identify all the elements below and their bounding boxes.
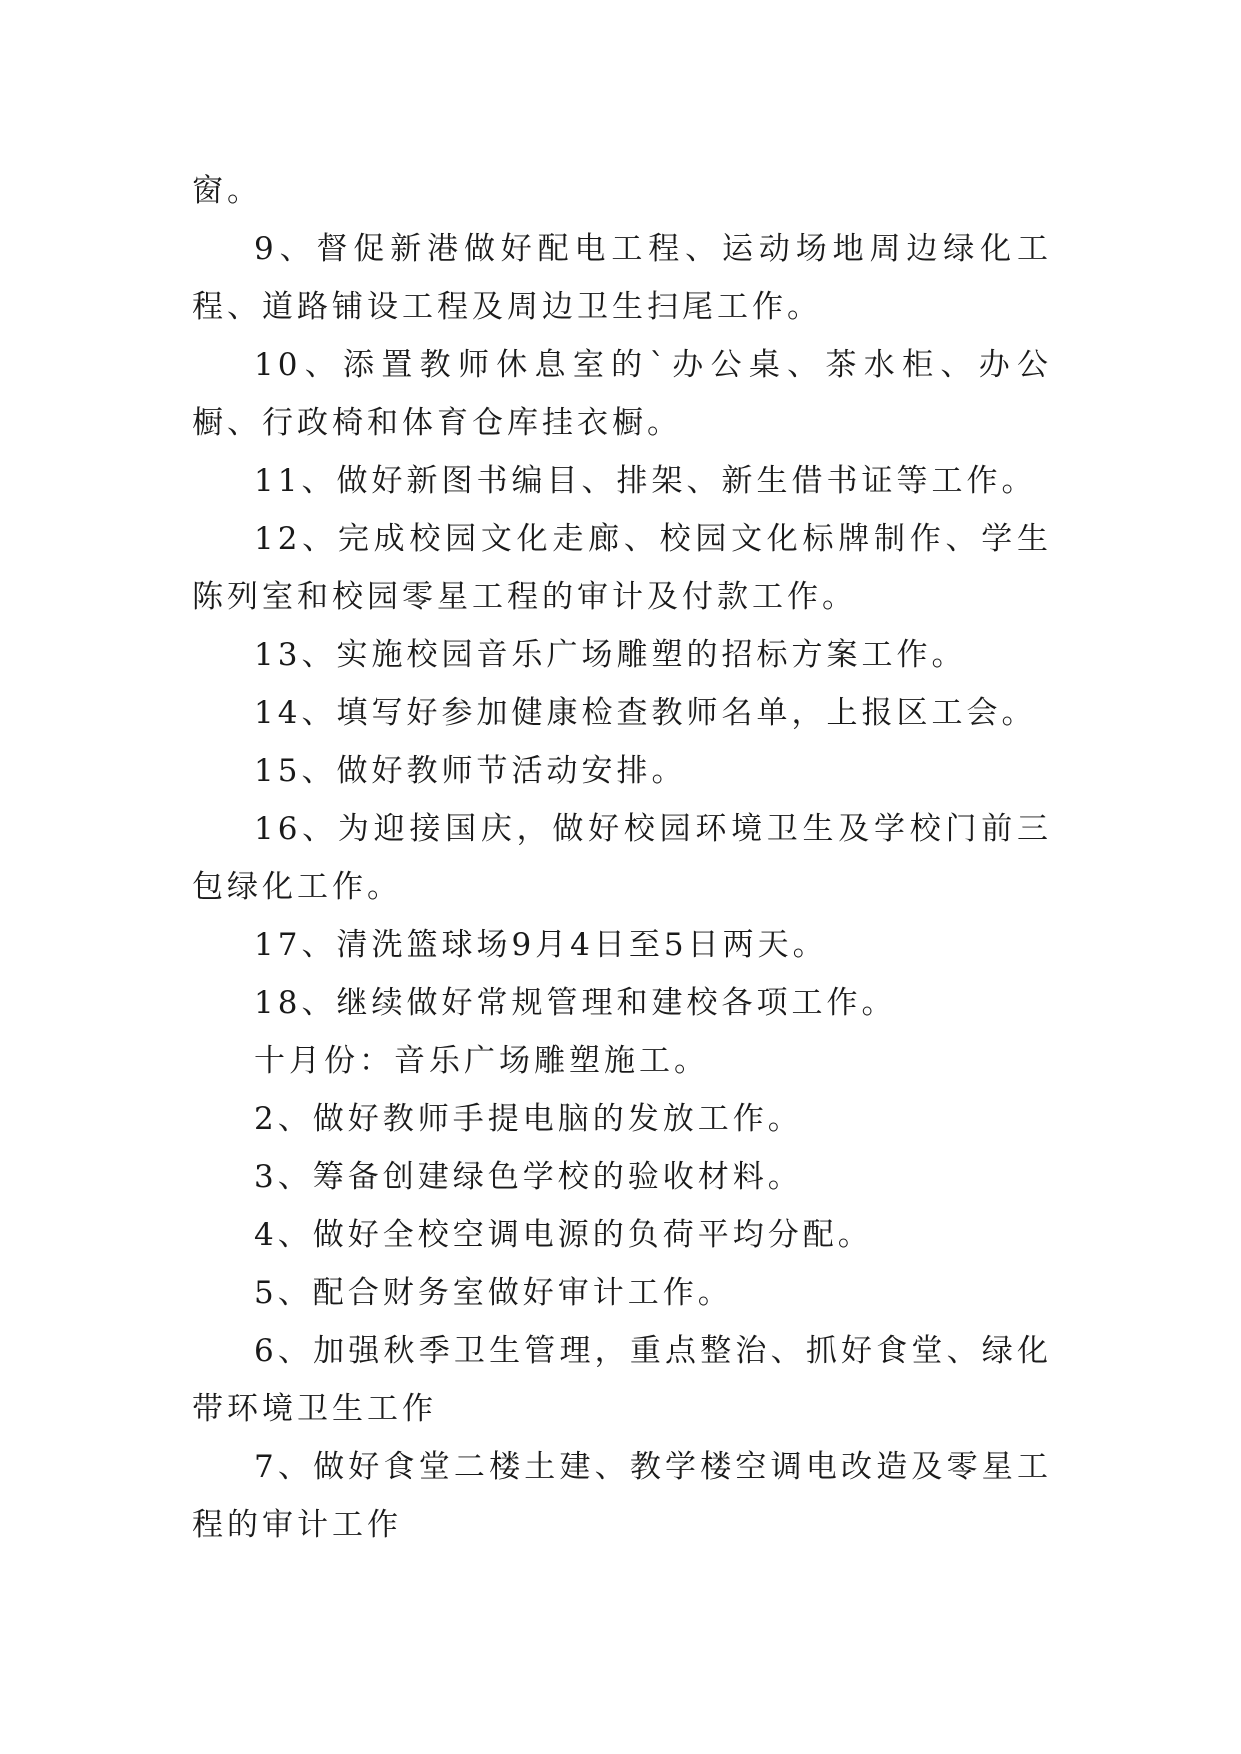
paragraph: 十月份：音乐广场雕塑施工。 xyxy=(254,1043,709,1079)
paragraph: 3、筹备创建绿色学校的验收材料。 xyxy=(254,1159,803,1195)
paragraph: 2、做好教师手提电脑的发放工作。 xyxy=(254,1101,803,1137)
paragraph: 5、配合财务室做好审计工作。 xyxy=(254,1275,733,1311)
paragraph: 11、做好新图书编目、排架、新生借书证等工作。 xyxy=(254,463,1037,499)
paragraph: 7、做好食堂二楼土建、教学楼空调电改造及零星工程的审计工作 xyxy=(192,1449,1052,1543)
paragraph: 10、添置教师休息室的`办公桌、茶水柜、办公橱、行政椅和体育仓库挂衣橱。 xyxy=(192,347,1052,441)
paragraph: 16、为迎接国庆，做好校园环境卫生及学校门前三包绿化工作。 xyxy=(192,811,1052,905)
paragraph: 18、继续做好常规管理和建校各项工作。 xyxy=(254,985,897,1021)
paragraph: 4、做好全校空调电源的负荷平均分配。 xyxy=(254,1217,873,1253)
document-body xyxy=(192,162,1052,1554)
paragraph: 15、做好教师节活动安排。 xyxy=(254,753,687,789)
paragraph: 窗。 xyxy=(192,173,262,209)
paragraph: 14、填写好参加健康检查教师名单，上报区工会。 xyxy=(254,695,1037,731)
paragraph: 17、清洗篮球场9月4日至5日两天。 xyxy=(254,927,828,963)
paragraph: 12、完成校园文化走廊、校园文化标牌制作、学生陈列室和校园零星工程的审计及付款工作。 xyxy=(192,521,1052,615)
paragraph: 13、实施校园音乐广场雕塑的招标方案工作。 xyxy=(254,637,967,673)
paragraph: 9、督促新港做好配电工程、运动场地周边绿化工程、道路铺设工程及周边卫生扫尾工作。 xyxy=(192,231,1052,325)
paragraph: 6、加强秋季卫生管理，重点整治、抓好食堂、绿化带环境卫生工作 xyxy=(192,1333,1052,1427)
